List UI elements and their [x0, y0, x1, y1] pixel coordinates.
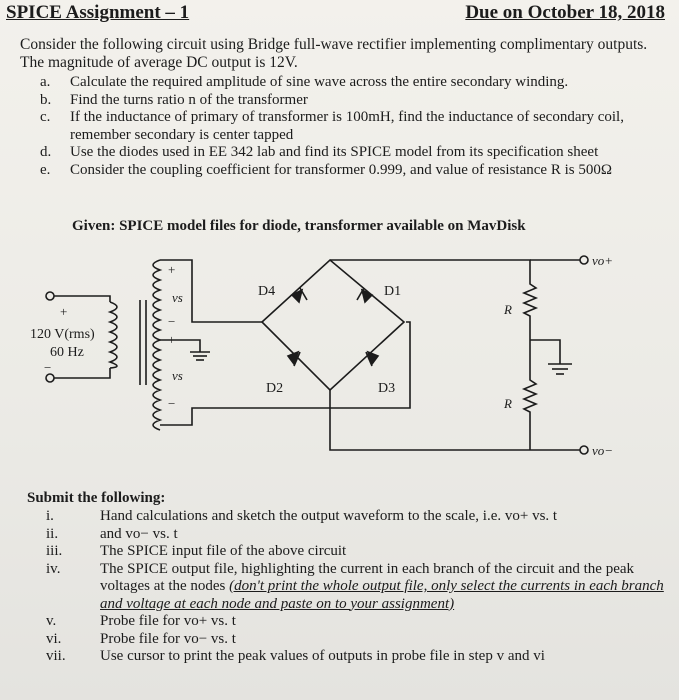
question-a: a. Calculate the required amplitude of sine wave across the entire secondary winding.: [40, 74, 569, 90]
bridge-diamond: [262, 260, 404, 390]
source-bottom-terminal: [46, 374, 54, 382]
primary-coil: [110, 302, 117, 368]
source-minus: −: [44, 360, 52, 375]
primary-top-lead: [54, 296, 110, 302]
source-plus: +: [60, 304, 68, 319]
bottom-output-rail: [330, 390, 580, 450]
vs-bottom-minus: −: [168, 396, 176, 411]
top-output-rail: [330, 260, 530, 268]
question-b: b. Find the turns ratio n of the transformer: [40, 91, 308, 108]
r-top-label: R: [504, 302, 512, 317]
question-list: [40, 74, 670, 179]
d1-label: D1: [384, 284, 402, 299]
diode-d1: [357, 288, 372, 302]
question-c: c. If the inductance of primary of transformer is 100mH, find the inductance of secondary coil, remember secondary is center tapped: [40, 109, 624, 143]
vo-plus-terminal: [580, 256, 588, 264]
vs-bottom-label: vs: [172, 368, 183, 383]
secondary-coil: [153, 260, 160, 430]
submit-item-iv-text: The SPICE output file, highlighting the current in each branch of the circuit and the peak voltages at the nodes: [100, 560, 635, 594]
intro-text: Consider the following circuit using Bridge full-wave rectifier implementing complimentary outputs. The magnitude of average DC output is 12V.: [20, 36, 648, 71]
vo-minus-terminal: [580, 446, 588, 454]
submit-item-vi: vi. Probe file for vo− vs. t: [46, 630, 236, 647]
source-frequency-label: 60 Hz: [50, 345, 84, 360]
ground-center-icon: [190, 352, 210, 360]
given-line: Given: SPICE model files for diode, transformer available on MavDisk: [72, 218, 526, 234]
vs-bottom-plus: +: [168, 332, 176, 347]
question-e: e. Consider the coupling coefficient for transformer 0.999, and value of resistance R is 500Ω: [40, 161, 612, 178]
submit-item-iii: iii. The SPICE input file of the above circuit: [46, 543, 347, 559]
due-date: Due on October 18, 2018: [465, 2, 665, 23]
resistor-bottom: [524, 340, 536, 450]
d4-label: D4: [258, 284, 276, 299]
diode-d4: [292, 288, 307, 302]
vs-top-plus: +: [168, 262, 176, 277]
submit-heading: Submit the following:: [27, 490, 166, 506]
bridge-rectifier-circuit: [0, 240, 679, 480]
question-d: d. Use the diodes used in EE 342 lab and find its SPICE model from its specification sheet: [40, 144, 599, 160]
center-tap-lead: [160, 340, 200, 352]
assignment-title: SPICE Assignment – 1: [6, 2, 190, 23]
vo-minus-label: vo−: [592, 443, 614, 458]
submit-item-iv: iv. The SPICE output file, highlighting the current in each branch of the circuit and the peak voltages at the nodes (don't print the whole output file, only select the currents in each branch and voltage at each node and paste on to your assignment): [46, 560, 664, 612]
submit-item-ii: ii. and vo− vs. t: [46, 525, 178, 542]
submit-item-vii: vii. Use cursor to print the peak values of outputs in probe file in step v and vi: [46, 648, 545, 664]
vo-plus-label: vo+: [592, 253, 614, 268]
submit-list: [46, 508, 666, 666]
resistor-top: [524, 268, 536, 340]
ground-output-icon: [548, 364, 572, 374]
d3-label: D3: [378, 381, 396, 396]
header: [6, 2, 665, 28]
vs-top-minus: −: [168, 314, 176, 329]
source-voltage-label: 120 V(rms): [30, 327, 95, 342]
vs-top-label: vs: [172, 290, 183, 305]
d2-label: D2: [266, 381, 284, 396]
r-bottom-label: R: [504, 396, 512, 411]
primary-bottom-lead: [54, 368, 110, 378]
diode-d3: [366, 352, 378, 366]
secondary-bottom-lead: [160, 322, 410, 425]
source-top-terminal: [46, 292, 54, 300]
middle-ground-wire: [530, 340, 560, 364]
submit-item-iv-note: (don't print the whole output file, only select the currents in each branch and voltage at each node and paste on to your assignment): [100, 578, 664, 612]
submit-item-v: v. Probe file for vo+ vs. t: [46, 613, 236, 629]
submit-item-i: i. Hand calculations and sketch the output waveform to the scale, i.e. vo+ vs. t: [46, 508, 558, 524]
